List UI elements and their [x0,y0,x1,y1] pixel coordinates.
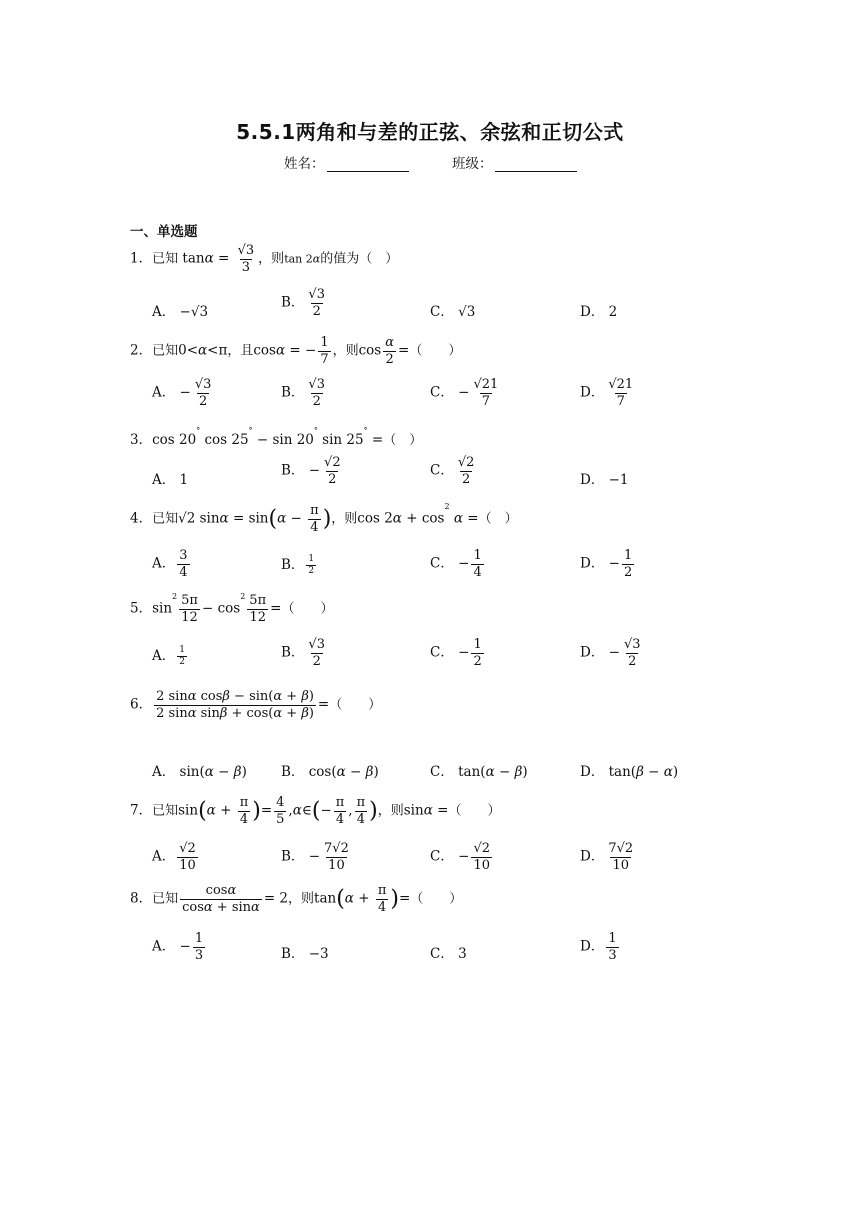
q8-option-d[interactable]: D． $\frac{1}{3}$ [580,931,617,963]
q4-option-a[interactable]: A． $\frac{3}{4}$ [152,548,188,580]
question-4: 4．已知√2 sinα = sin(α − $\frac{\pi}{4}$ )，则$\cos 2\alpha + \cos^2 \alpha$ =（ ） [130,502,518,535]
question-7: 7．已知sin(α + $\frac{\pi}{4}$ )= $\frac{4}{5}$ ,α∈(− $\frac{\pi}{4}$ , $\frac{\pi}{4}$ )，则sinα =（ ） [130,795,501,827]
page-title: 5.5.1两角和与差的正弦、余弦和正切公式 [236,120,624,144]
section-heading: 一、单选题 [130,224,198,240]
q6-option-d[interactable]: D． tan(β − α) [580,764,679,780]
class-label: 班级： [452,156,493,172]
q2-option-a[interactable]: A． − $\frac{√3}{2}$ [152,377,212,409]
q1-option-c[interactable]: C． √3 [430,304,476,320]
class-blank[interactable] [495,157,577,172]
question-1: 1．已知 tanα = $\frac{√3}{3}$ ，则tan 2α的值为（ ） [130,243,399,275]
q3-option-b[interactable]: B． − $\frac{√2}{2}$ [281,455,341,487]
question-5: 5．$\sin^2$ $\frac{5\pi}{12}$ − $\cos^2$ $\frac{5\pi}{12}$ =（ ） [130,592,334,625]
q4-option-b[interactable]: B． $\frac{1}{2}$ [281,553,315,576]
class-field [452,152,577,172]
q7-option-b[interactable]: B． − $\frac{7√2}{10}$ [281,841,349,873]
name-blank[interactable] [327,157,409,172]
q3-option-c[interactable]: C． $\frac{√2}{2}$ [430,455,475,487]
q1-option-b[interactable]: B． $\frac{√3}{2}$ [281,287,325,319]
question-3: 3．cos 20° cos 25° − sin 20° sin 25° =（ ） [130,426,423,448]
q6-option-c[interactable]: C． tan(α − β) [430,764,528,780]
name-label: 姓名： [284,156,325,172]
q4-option-d[interactable]: D． − $\frac{1}{2}$ [580,548,633,580]
q8-option-a[interactable]: A． − $\frac{1}{3}$ [152,931,204,963]
q5-option-a[interactable]: A． $\frac{1}{2}$ [152,644,185,667]
q1-option-d[interactable]: D． 2 [580,304,618,320]
question-6: 6． $\frac{\text{2 sinα cosβ − sin(α + β)}}{\text{2 sinα sinβ + cos(α + β)}}$ =（ ） [130,689,382,721]
q5-option-d[interactable]: D． − $\frac{√3}{2}$ [580,637,641,669]
name-field [284,152,409,172]
q1-option-a[interactable]: A． −√3 [152,304,209,320]
q-number: 1． [130,250,153,267]
q5-option-c[interactable]: C． − $\frac{1}{2}$ [430,637,482,669]
q7-option-a[interactable]: A． $\frac{√2}{10}$ [152,841,196,873]
q7-option-c[interactable]: C． − $\frac{√2}{10}$ [430,841,491,873]
q6-option-b[interactable]: B． cos(α − β) [281,764,379,780]
q2-option-c[interactable]: C． − $\frac{√21}{7}$ [430,377,499,409]
q4-option-c[interactable]: C． − $\frac{1}{4}$ [430,548,482,580]
q5-option-b[interactable]: B． $\frac{√3}{2}$ [281,637,325,669]
q3-option-d[interactable]: D． −1 [580,472,629,488]
q3-option-a[interactable]: A． 1 [152,472,189,488]
question-2: 2．已知0<α<π，且cosα = − $\frac{1}{7}$ ，则cos $\frac{\alpha}{2}$ =（ ） [130,335,462,367]
q7-option-d[interactable]: D． $\frac{7√2}{10}$ [580,841,634,873]
q8-option-c[interactable]: C． 3 [430,946,467,962]
q2-option-d[interactable]: D． $\frac{√21}{7}$ [580,377,634,409]
q2-option-b[interactable]: B． $\frac{√3}{2}$ [281,377,325,409]
q6-option-a[interactable]: A． sin(α − β) [152,764,247,780]
q8-option-b[interactable]: B． −3 [281,946,329,962]
question-8: 8．已知 $\frac{\cos\alpha}{\cos\alpha + \sin\alpha}$ = 2，则tan(α + $\frac{\pi}{4}$ )=（ ） [130,883,463,915]
